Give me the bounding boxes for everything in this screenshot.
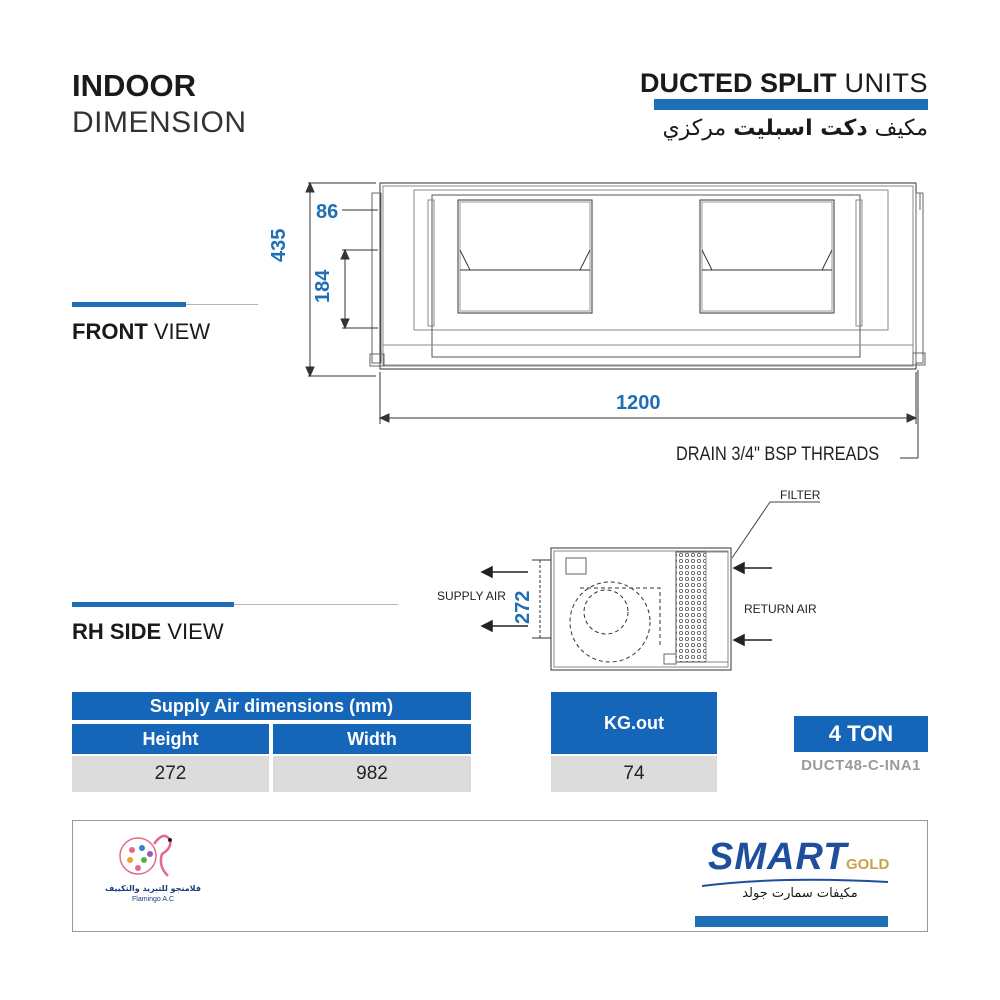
- supply-table-col-width: Width: [273, 724, 471, 754]
- dim-435: 435: [268, 228, 290, 262]
- dim-184: 184: [312, 269, 334, 303]
- product-title-bold: DUCTED SPLIT: [639, 68, 837, 98]
- capacity-badge: 4 TON: [794, 716, 928, 752]
- side-view-label-light: VIEW: [161, 619, 224, 644]
- footer-accent-bar: [695, 916, 888, 927]
- page-subtitle: DIMENSION: [72, 106, 247, 139]
- front-view-drawing: [0, 0, 1000, 480]
- smart-brand-arabic: مكيفات سمارت جولد: [742, 886, 858, 901]
- gold-brand-text: GOLD: [846, 856, 890, 873]
- dim-86: 86: [316, 201, 339, 223]
- supply-table-width-value: 982: [273, 756, 471, 792]
- product-title-light: UNITS: [836, 68, 928, 98]
- dim-272: 272: [512, 590, 534, 624]
- weight-table-value: 74: [551, 756, 717, 792]
- flamingo-logo-english: Flamingo A.C: [131, 896, 175, 903]
- weight-table-header: KG.out: [551, 692, 717, 754]
- flamingo-logo-arabic: فلامنجو للتبريد والتكييف: [105, 884, 201, 893]
- arabic-title-part2: مركزي: [662, 116, 734, 141]
- supply-air-label: SUPPLY AIR: [437, 589, 506, 603]
- model-number: DUCT48-C-INA1: [801, 757, 921, 774]
- smart-gold-logo: [700, 836, 900, 912]
- filter-label: FILTER: [780, 488, 821, 502]
- drain-label: DRAIN 3/4" BSP THREADS: [676, 444, 880, 465]
- arabic-title-part1: مكيف: [867, 116, 928, 141]
- flamingo-logo-icon: [98, 826, 208, 886]
- supply-table-title: Supply Air dimensions (mm): [72, 692, 471, 722]
- front-view-label-bold: FRONT: [72, 319, 148, 344]
- flamingo-logo: [98, 826, 208, 910]
- arabic-title-bold: دكت اسبليت: [733, 116, 868, 141]
- side-view-label-bold: RH SIDE: [72, 619, 162, 644]
- supply-table-col-height: Height: [72, 724, 271, 754]
- side-view-drawing: [0, 480, 1000, 690]
- dim-1200: 1200: [616, 392, 661, 414]
- return-air-label: RETURN AIR: [744, 602, 817, 616]
- supply-table-height-value: 272: [72, 756, 271, 792]
- front-view-label-light: VIEW: [147, 319, 211, 344]
- smart-brand-text: SMART: [708, 836, 848, 878]
- page-title: INDOOR: [72, 68, 196, 103]
